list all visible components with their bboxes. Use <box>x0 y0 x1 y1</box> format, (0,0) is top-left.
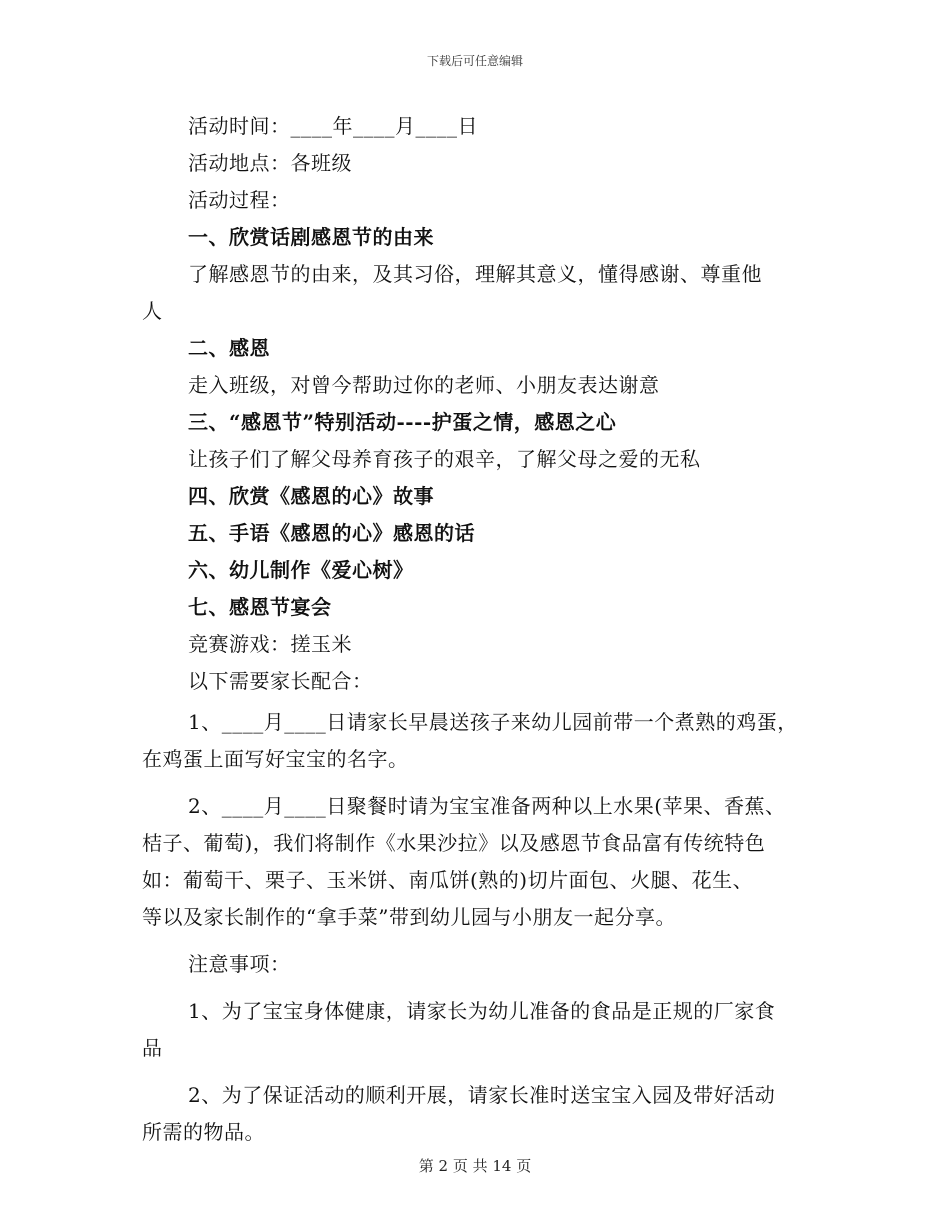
note-2-line-2: 所需的物品。 <box>142 1120 265 1144</box>
document-body <box>142 108 814 1151</box>
section-heading-1: 一、欣赏话剧感恩节的由来 <box>188 225 434 249</box>
note-1-line-1: 1、为了宝宝身体健康，请家长为幼儿准备的食品是正规的厂家食 <box>188 999 776 1023</box>
activity-place: 活动地点：各班级 <box>188 151 352 175</box>
item-2-line-4: 等以及家长制作的“拿手菜”带到幼儿园与小朋友一起分享。 <box>142 905 676 929</box>
section-heading-7: 七、感恩节宴会 <box>188 595 332 619</box>
section-heading-3: 三、“感恩节”特别活动----护蛋之情，感恩之心 <box>188 410 617 434</box>
section-heading-4: 四、欣赏《感恩的心》故事 <box>188 484 434 508</box>
note-2-line-1: 2、为了保证活动的顺利开展，请家长准时送宝宝入园及带好活动 <box>188 1083 776 1107</box>
activity-process-label: 活动过程： <box>188 188 291 212</box>
item-1-line-1: 1、____月____日请家长早晨送孩子来幼儿园前带一个煮熟的鸡蛋， <box>188 710 798 734</box>
notes-label: 注意事项： <box>188 952 291 976</box>
item-1-line-2: 在鸡蛋上面写好宝宝的名字。 <box>142 747 409 771</box>
parents-cooperation-label: 以下需要家长配合： <box>188 669 373 693</box>
item-2-line-1: 2、____月____日聚餐时请为宝宝准备两种以上水果(苹果、香蕉、 <box>188 794 786 818</box>
page-footer: 第 2 页 共 14 页 <box>418 1157 532 1175</box>
section-heading-6: 六、幼儿制作《爱心树》 <box>188 558 414 582</box>
paragraph-3: 让孩子们了解父母养育孩子的艰辛，了解父母之爱的无私 <box>188 447 701 471</box>
paragraph-1-line-2: 人 <box>142 299 163 323</box>
note-1-line-2: 品 <box>142 1036 163 1060</box>
section-heading-5: 五、手语《感恩的心》感恩的话 <box>188 521 475 545</box>
activity-time: 活动时间：____年____月____日 <box>188 114 478 138</box>
game-line: 竞赛游戏：搓玉米 <box>188 632 352 656</box>
item-2-line-3: 如：葡萄干、栗子、玉米饼、南瓜饼(熟的)切片面包、火腿、花生、 <box>142 868 754 892</box>
paragraph-2: 走入班级，对曾今帮助过你的老师、小朋友表达谢意 <box>188 373 660 397</box>
page-header: 下载后可任意编辑 <box>426 54 523 68</box>
section-heading-2: 二、感恩 <box>188 336 270 360</box>
paragraph-1-line-1: 了解感恩节的由来，及其习俗，理解其意义，懂得感谢、尊重他 <box>188 262 762 286</box>
item-2-line-2: 桔子、葡萄)，我们将制作《水果沙拉》以及感恩节食品富有传统特色 <box>142 831 766 855</box>
